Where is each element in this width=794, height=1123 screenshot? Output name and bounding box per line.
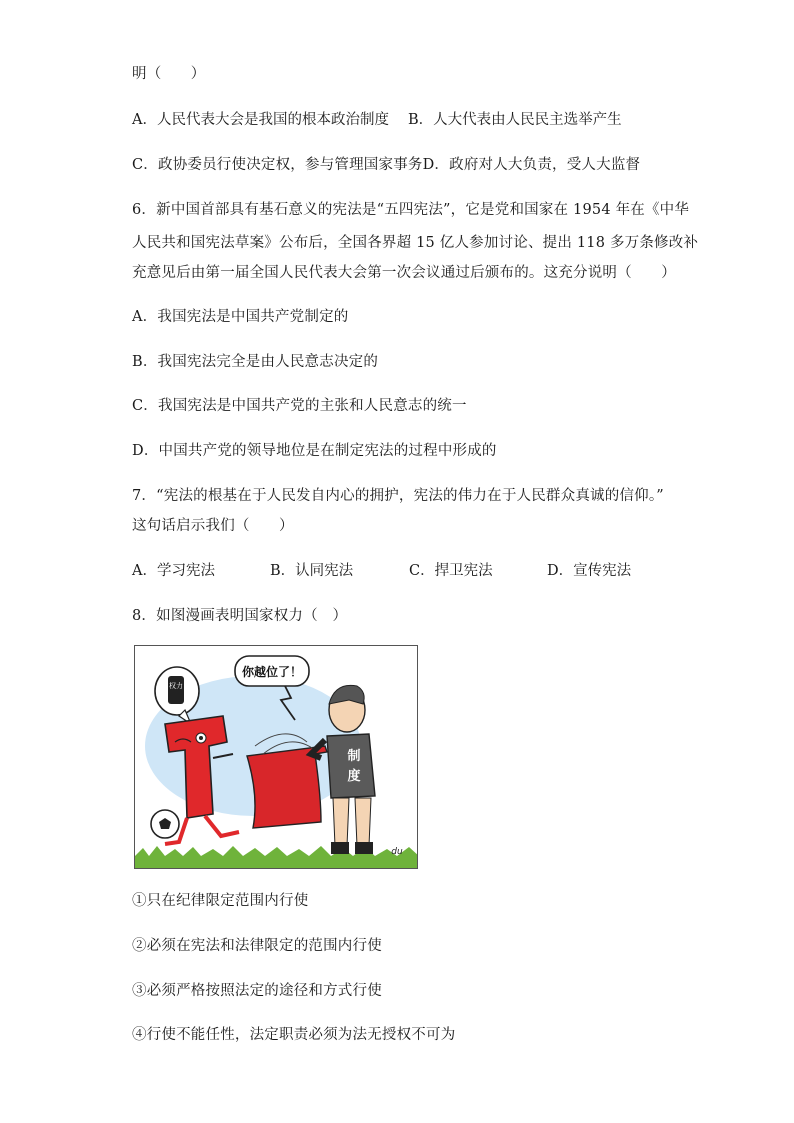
q6-stem-line-1: 6．新中国首部具有基石意义的宪法是“五四宪法”，它是党和国家在 1954 年在《中华 — [132, 202, 690, 218]
q8-statement-1: ①只在纪律限定范围内行使 — [132, 893, 309, 909]
shirt-text-1: 制 — [347, 749, 361, 764]
q8-stem: 8．如图漫画表明国家权力（ ） — [132, 608, 348, 624]
q7-option-c: C．捍卫宪法 — [409, 563, 493, 579]
q8-cartoon — [134, 645, 418, 869]
speech-text: 你越位了！ — [241, 665, 303, 679]
soccer-ball-icon — [151, 810, 179, 838]
q6-stem-line-3: 充意见后由第一届全国人民代表大会第一次会议通过后颁布的。这充分说明（ ） — [132, 265, 676, 281]
q7-option-a: A．学习宪法 — [132, 563, 215, 579]
q7-stem-line-1: 7．“宪法的根基在于人民发自内心的拥护，宪法的伟力在于人民群众真诚的信仰。” — [132, 488, 664, 504]
q7-option-d: D．宣传宪法 — [547, 563, 632, 579]
q8-statement-4: ④行使不能任性，法定职责必须为法无授权不可为 — [132, 1027, 456, 1043]
q5-stem-tail: 明（ ） — [132, 66, 206, 82]
q6-option-c: C．我国宪法是中国共产党的主张和人民意志的统一 — [132, 398, 467, 414]
q6-stem-line-2: 人民共和国宪法草案》公布后，全国各界超 15 亿人参加讨论、提出 118 多万条修改补 — [132, 235, 699, 251]
grass — [135, 846, 418, 869]
badge-card — [168, 676, 184, 704]
q6-option-a: A．我国宪法是中国共产党制定的 — [132, 309, 349, 325]
cartoon-illustration — [135, 646, 418, 869]
shirt-text-2: 度 — [347, 769, 361, 784]
q7-option-b: B．认同宪法 — [270, 563, 354, 579]
artist-signature: du — [391, 847, 403, 857]
q6-option-d: D．中国共产党的领导地位是在制定宪法的过程中形成的 — [132, 443, 497, 459]
q8-statement-2: ②必须在宪法和法律限定的范围内行使 — [132, 938, 382, 954]
badge-text: 权力 — [169, 682, 183, 690]
q6-option-b: B．我国宪法完全是由人民意志决定的 — [132, 354, 379, 370]
q8-statement-3: ③必须严格按照法定的途径和方式行使 — [132, 983, 382, 999]
q5-option-a: A．人民代表大会是我国的根本政治制度 — [132, 112, 389, 128]
q5-options-row-2: C．政协委员行使决定权，参与管理国家事务D．政府对人大负责，受人大监督 — [132, 157, 641, 173]
q5-option-b: B．人大代表由人民民主选举产生 — [408, 112, 622, 128]
q7-stem-line-2: 这句话启示我们（ ） — [132, 518, 294, 534]
